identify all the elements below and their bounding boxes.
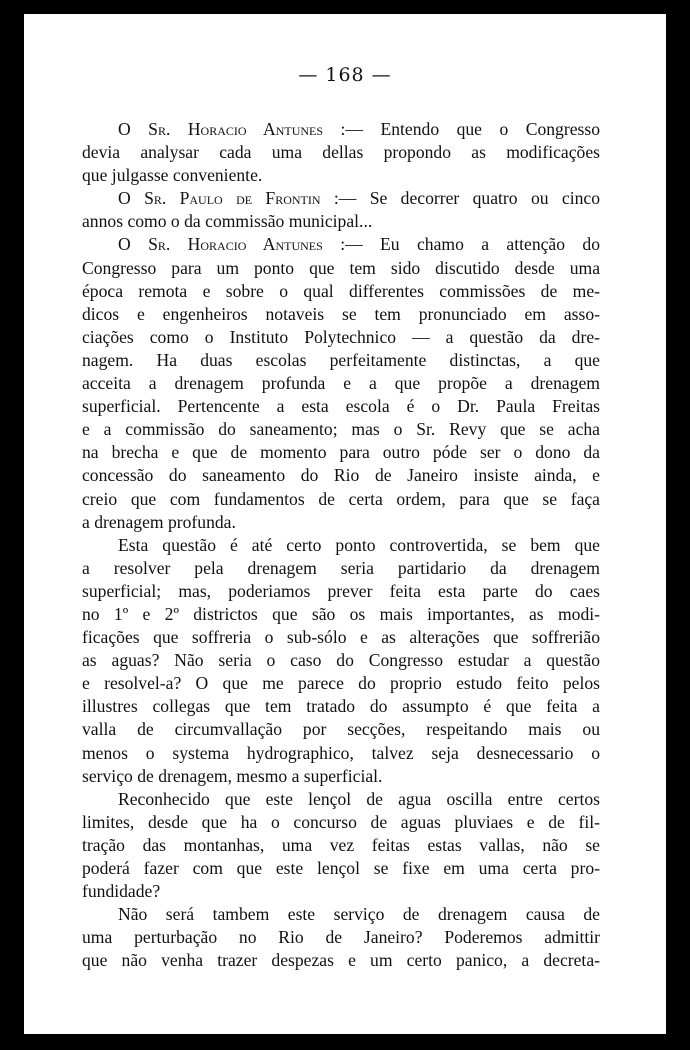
- line-text: devia analysar cada uma dellas propondo as modificações: [82, 142, 600, 163]
- line-text: a drenagem profunda.: [82, 511, 236, 532]
- text-line: [82, 718, 600, 741]
- line-text: concessão do saneamento do Rio de Janeiro insiste ainda, e: [82, 465, 600, 486]
- text-line: [82, 742, 600, 765]
- text-line: [82, 441, 600, 464]
- line-text: uma perturbação no Rio de Janeiro? Poderemos admittir: [82, 927, 600, 948]
- text-line: [82, 418, 600, 441]
- line-text: limites, desde que ha o concurso de aguas pluviaes e de fil-: [82, 811, 600, 832]
- text-line: [82, 926, 600, 949]
- line-text: acceita a drenagem profunda e a que propõe a drenagem: [82, 373, 600, 394]
- text-line: [82, 488, 600, 511]
- line-text: Esta questão é até certo ponto controvertida, se bem que: [118, 534, 600, 555]
- line-text: ciações como o Instituto Polytechnico — a questão da dre-: [82, 326, 600, 347]
- text-line: [82, 164, 600, 187]
- line-text: creio que com fundamentos de certa ordem, para que se faça: [82, 488, 600, 509]
- text-line: [82, 141, 600, 164]
- text-line: [82, 557, 600, 580]
- text-line: [82, 210, 600, 233]
- text-line: [82, 326, 600, 349]
- line-text: tração das montanhas, uma vez feitas estas vallas, não se: [82, 834, 600, 855]
- text-line: [82, 695, 600, 718]
- text-line: [82, 511, 600, 534]
- text-line: [82, 672, 600, 695]
- text-line: [82, 349, 600, 372]
- text-line: [82, 187, 600, 210]
- text-line: [82, 603, 600, 626]
- line-text: que julgasse conveniente.: [82, 165, 263, 186]
- speaker-name: Sr. Horacio Antunes: [148, 234, 323, 255]
- speaker-name: Sr. Horacio Antunes: [148, 119, 324, 139]
- line-text: :— Eu chamo a attenção do: [322, 234, 600, 255]
- line-text: Reconhecido que este lençol de agua oscilla entre certos: [118, 788, 600, 809]
- line-text: as aguas? Não seria o caso do Congresso estudar a questão: [82, 650, 600, 671]
- text-line: [82, 534, 600, 557]
- text-line: [82, 257, 600, 280]
- line-text: fundidade?: [82, 881, 161, 902]
- line-text: e resolvel-a? O que me parece do proprio estudo feito pelos: [82, 673, 600, 694]
- line-text: serviço de drenagem, mesmo a superficial.: [82, 765, 383, 786]
- text-line: [82, 233, 600, 256]
- line-text: poderá fazer com que este lençol se fixe em uma certa pro-: [82, 858, 600, 878]
- text-line: [82, 303, 600, 326]
- line-text: na brecha e que de momento para outro póde ser o dono da: [82, 442, 600, 463]
- line-text: época remota e sobre o qual differentes commissões de me-: [82, 280, 600, 301]
- text-line: [82, 857, 600, 880]
- speaker-name: Sr. Paulo de Frontin: [144, 188, 321, 209]
- text-line: [82, 765, 600, 788]
- text-line: [82, 834, 600, 857]
- text-line: [82, 280, 600, 303]
- line-text: valla de circumvallação por secções, respeitando mais ou: [82, 719, 600, 740]
- body-text: [82, 118, 600, 972]
- line-text: no 1º e 2º districtos que são os mais importantes, as modi-: [82, 603, 600, 624]
- text-line: [82, 811, 600, 834]
- line-text: nagem. Ha duas escolas perfeitamente distinctas, a que: [82, 349, 600, 370]
- text-line: [82, 118, 600, 141]
- line-prefix: O: [118, 234, 149, 255]
- text-line: [82, 395, 600, 418]
- line-text: :— Se decorrer quatro ou cinco: [320, 188, 600, 209]
- line-text: Congresso para um ponto que tem sido discutido desde uma: [82, 257, 600, 278]
- text-line: [82, 649, 600, 672]
- text-line: [82, 464, 600, 487]
- line-text: :— Entendo que o Congresso: [323, 119, 600, 139]
- text-line: [82, 626, 600, 649]
- text-line: [82, 372, 600, 395]
- line-prefix: O: [118, 188, 145, 209]
- line-text: superficial; mas, poderiamos prever feita esta parte do caes: [82, 580, 600, 601]
- line-text: que não venha trazer despezas e um certo panico, a decreta-: [82, 950, 600, 971]
- line-text: illustres collegas que tem tratado do assumpto é que feita a: [82, 696, 600, 717]
- text-line: [82, 949, 600, 972]
- line-prefix: O: [118, 119, 149, 139]
- text-line: [82, 788, 600, 811]
- line-text: dicos e engenheiros notaveis se tem pronunciado em asso-: [82, 303, 600, 324]
- line-text: superficial. Pertencente a esta escola é o Dr. Paula Freitas: [82, 396, 600, 417]
- page-number: — 168 —: [298, 64, 392, 86]
- text-line: [82, 880, 600, 903]
- line-text: a resolver pela drenagem seria partidario da drenagem: [82, 557, 600, 578]
- line-text: e a commissão do saneamento; mas o Sr. Revy que se acha: [82, 419, 600, 440]
- line-text: Não será tambem este serviço de drenagem causa de: [118, 904, 600, 925]
- text-line: [82, 580, 600, 603]
- line-text: menos o systema hydrographico, talvez seja desnecessario o: [82, 742, 600, 763]
- text-line: [82, 903, 600, 926]
- line-text: annos como o da commissão municipal...: [82, 211, 373, 232]
- line-text: ficações que soffreria o sub-sólo e as alterações que soffrerião: [82, 627, 600, 648]
- book-page: [24, 14, 666, 1034]
